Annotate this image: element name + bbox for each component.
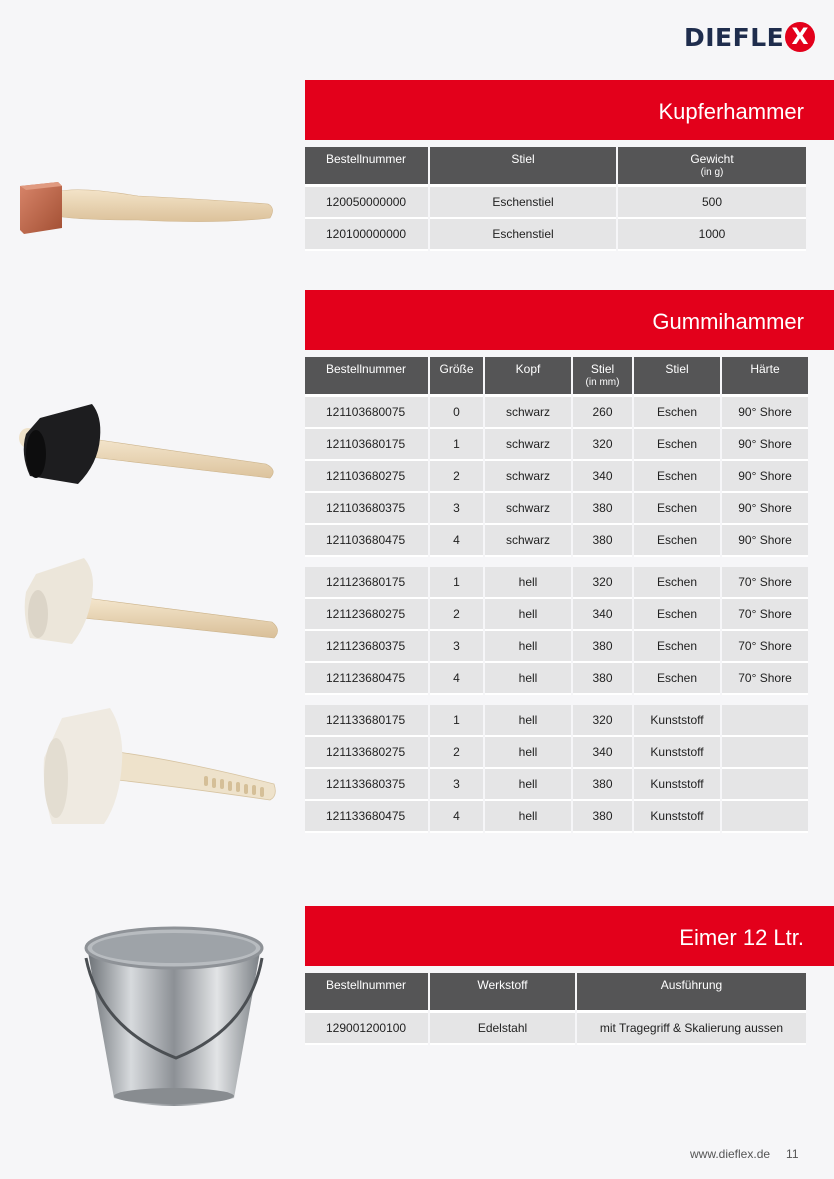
cell-stiel-material: Eschen bbox=[634, 429, 720, 461]
cell-groesse: 3 bbox=[430, 493, 483, 525]
dieflex-logo bbox=[684, 22, 815, 52]
cell-groesse: 1 bbox=[430, 567, 483, 599]
header-werkstoff: Werkstoff bbox=[430, 973, 575, 1013]
cell-stiel-laenge: 320 bbox=[573, 429, 632, 461]
cell-stiel-material: Eschen bbox=[634, 567, 720, 599]
cell-bestellnummer: 121103680075 bbox=[305, 397, 428, 429]
cell-bestellnummer: 121133680475 bbox=[305, 801, 428, 833]
cell-haerte: 90° Shore bbox=[722, 461, 808, 493]
table-row bbox=[305, 525, 808, 557]
cell-bestellnummer: 121103680275 bbox=[305, 461, 428, 493]
header-bestellnummer: Bestellnummer bbox=[305, 973, 428, 1013]
group-separator-cell bbox=[305, 557, 808, 567]
cell-bestellnummer: 121103680475 bbox=[305, 525, 428, 557]
header-stiel: Stiel bbox=[430, 147, 616, 187]
cell-groesse: 2 bbox=[430, 461, 483, 493]
header-groesse: Größe bbox=[430, 357, 483, 397]
cell-haerte bbox=[722, 769, 808, 801]
cell-kopf: hell bbox=[485, 705, 571, 737]
cell-kopf: schwarz bbox=[485, 493, 571, 525]
table-row bbox=[305, 187, 806, 219]
cell-stiel-material: Kunststoff bbox=[634, 705, 720, 737]
table-row bbox=[305, 567, 808, 599]
gummihammer-table bbox=[303, 357, 810, 833]
cell-bestellnummer: 121133680275 bbox=[305, 737, 428, 769]
table-row bbox=[305, 493, 808, 525]
kupferhammer-title: Kupferhammer bbox=[658, 99, 804, 124]
cell-haerte: 90° Shore bbox=[722, 397, 808, 429]
header-kopf: Kopf bbox=[485, 357, 571, 397]
table-header-row bbox=[305, 973, 806, 1013]
cell-kopf: schwarz bbox=[485, 397, 571, 429]
page-number: 11 bbox=[786, 1147, 799, 1161]
gummihammer-title: Gummihammer bbox=[652, 309, 804, 334]
cell-bestellnummer: 121103680375 bbox=[305, 493, 428, 525]
cell-haerte: 70° Shore bbox=[722, 631, 808, 663]
cell-stiel-laenge: 380 bbox=[573, 801, 632, 833]
cell-groesse: 4 bbox=[430, 663, 483, 695]
cell-haerte: 70° Shore bbox=[722, 599, 808, 631]
group-separator-cell bbox=[305, 695, 808, 705]
black-rubber-hammer-image bbox=[16, 398, 278, 490]
cell-bestellnummer: 120050000000 bbox=[305, 187, 428, 219]
cell-kopf: hell bbox=[485, 801, 571, 833]
header-gewicht-unit: (in g) bbox=[700, 167, 724, 178]
cell-groesse: 3 bbox=[430, 769, 483, 801]
cell-gewicht: 1000 bbox=[618, 219, 806, 251]
table-header-row bbox=[305, 357, 808, 397]
table-row bbox=[305, 397, 808, 429]
header-stiel-label: Stiel bbox=[590, 362, 615, 376]
table-row bbox=[305, 663, 808, 695]
header-haerte: Härte bbox=[722, 357, 808, 397]
plastic-handle-hammer-image bbox=[38, 700, 278, 832]
logo-x-mark: X bbox=[785, 22, 815, 52]
cell-stiel-material: Eschen bbox=[634, 663, 720, 695]
cell-groesse: 4 bbox=[430, 801, 483, 833]
cell-bestellnummer: 121123680375 bbox=[305, 631, 428, 663]
cell-stiel-laenge: 320 bbox=[573, 705, 632, 737]
cell-stiel-laenge: 380 bbox=[573, 493, 632, 525]
table-row bbox=[305, 769, 808, 801]
cell-bestellnummer: 121123680275 bbox=[305, 599, 428, 631]
cell-kopf: hell bbox=[485, 599, 571, 631]
cell-stiel-laenge: 340 bbox=[573, 599, 632, 631]
cell-stiel-laenge: 380 bbox=[573, 769, 632, 801]
cell-ausfuehrung: mit Tragegriff & Skalierung aussen bbox=[577, 1013, 806, 1045]
table-row bbox=[305, 599, 808, 631]
cell-kopf: schwarz bbox=[485, 525, 571, 557]
cell-groesse: 2 bbox=[430, 599, 483, 631]
header-ausfuehrung: Ausführung bbox=[577, 973, 806, 1013]
cell-stiel: Eschenstiel bbox=[430, 219, 616, 251]
cell-stiel-material: Eschen bbox=[634, 461, 720, 493]
cell-stiel-material: Kunststoff bbox=[634, 769, 720, 801]
cell-bestellnummer: 129001200100 bbox=[305, 1013, 428, 1045]
cell-haerte: 90° Shore bbox=[722, 493, 808, 525]
cell-kopf: hell bbox=[485, 567, 571, 599]
header-stiel-laenge bbox=[573, 357, 632, 397]
header-bestellnummer: Bestellnummer bbox=[305, 357, 428, 397]
eimer-banner bbox=[305, 906, 834, 966]
white-rubber-hammer-image bbox=[16, 552, 282, 652]
cell-stiel-material: Eschen bbox=[634, 397, 720, 429]
cell-stiel-laenge: 260 bbox=[573, 397, 632, 429]
cell-groesse: 1 bbox=[430, 429, 483, 461]
cell-stiel: Eschenstiel bbox=[430, 187, 616, 219]
cell-haerte bbox=[722, 737, 808, 769]
cell-werkstoff: Edelstahl bbox=[430, 1013, 575, 1045]
cell-stiel-laenge: 340 bbox=[573, 461, 632, 493]
table-row bbox=[305, 737, 808, 769]
cell-haerte: 70° Shore bbox=[722, 567, 808, 599]
cell-stiel-material: Eschen bbox=[634, 525, 720, 557]
header-gewicht-label: Gewicht bbox=[690, 152, 734, 166]
header-stiel-unit: (in mm) bbox=[585, 377, 620, 388]
cell-kopf: schwarz bbox=[485, 461, 571, 493]
cell-haerte: 90° Shore bbox=[722, 525, 808, 557]
cell-bestellnummer: 121103680175 bbox=[305, 429, 428, 461]
cell-stiel-laenge: 380 bbox=[573, 631, 632, 663]
cell-kopf: hell bbox=[485, 631, 571, 663]
cell-kopf: hell bbox=[485, 663, 571, 695]
header-gewicht bbox=[618, 147, 806, 187]
cell-gewicht: 500 bbox=[618, 187, 806, 219]
table-row bbox=[305, 429, 808, 461]
table-row bbox=[305, 801, 808, 833]
eimer-title: Eimer 12 Ltr. bbox=[679, 925, 804, 950]
cell-stiel-material: Eschen bbox=[634, 631, 720, 663]
table-header-row bbox=[305, 147, 806, 187]
cell-stiel-laenge: 320 bbox=[573, 567, 632, 599]
cell-stiel-material: Kunststoff bbox=[634, 737, 720, 769]
cell-kopf: hell bbox=[485, 769, 571, 801]
cell-stiel-material: Eschen bbox=[634, 493, 720, 525]
kupferhammer-banner bbox=[305, 80, 834, 140]
cell-bestellnummer: 121133680175 bbox=[305, 705, 428, 737]
cell-stiel-laenge: 380 bbox=[573, 525, 632, 557]
table-row bbox=[305, 705, 808, 737]
logo-text: DIEFLE bbox=[684, 22, 785, 52]
steel-bucket-image bbox=[80, 918, 268, 1110]
cell-groesse: 1 bbox=[430, 705, 483, 737]
cell-haerte: 90° Shore bbox=[722, 429, 808, 461]
cell-groesse: 3 bbox=[430, 631, 483, 663]
cell-haerte bbox=[722, 801, 808, 833]
table-row bbox=[305, 461, 808, 493]
cell-kopf: schwarz bbox=[485, 429, 571, 461]
table-row bbox=[305, 631, 808, 663]
cell-bestellnummer: 121123680175 bbox=[305, 567, 428, 599]
group-separator bbox=[305, 557, 808, 567]
cell-kopf: hell bbox=[485, 737, 571, 769]
cell-groesse: 2 bbox=[430, 737, 483, 769]
cell-bestellnummer: 121133680375 bbox=[305, 769, 428, 801]
cell-groesse: 0 bbox=[430, 397, 483, 429]
cell-stiel-laenge: 340 bbox=[573, 737, 632, 769]
cell-stiel-material: Kunststoff bbox=[634, 801, 720, 833]
cell-stiel-laenge: 380 bbox=[573, 663, 632, 695]
table-row bbox=[305, 1013, 806, 1045]
header-stiel-material: Stiel bbox=[634, 357, 720, 397]
header-bestellnummer: Bestellnummer bbox=[305, 147, 428, 187]
cell-bestellnummer: 121123680475 bbox=[305, 663, 428, 695]
cell-bestellnummer: 120100000000 bbox=[305, 219, 428, 251]
footer-url[interactable]: www.dieflex.de bbox=[690, 1147, 771, 1161]
eimer-table bbox=[303, 973, 808, 1045]
gummihammer-table-body bbox=[305, 397, 808, 833]
cell-groesse: 4 bbox=[430, 525, 483, 557]
page-footer bbox=[690, 1147, 799, 1161]
group-separator bbox=[305, 695, 808, 705]
cell-haerte bbox=[722, 705, 808, 737]
kupferhammer-table bbox=[303, 147, 808, 251]
cell-haerte: 70° Shore bbox=[722, 663, 808, 695]
cell-stiel-material: Eschen bbox=[634, 599, 720, 631]
copper-hammer-image bbox=[18, 172, 280, 244]
gummihammer-banner bbox=[305, 290, 834, 350]
table-row bbox=[305, 219, 806, 251]
